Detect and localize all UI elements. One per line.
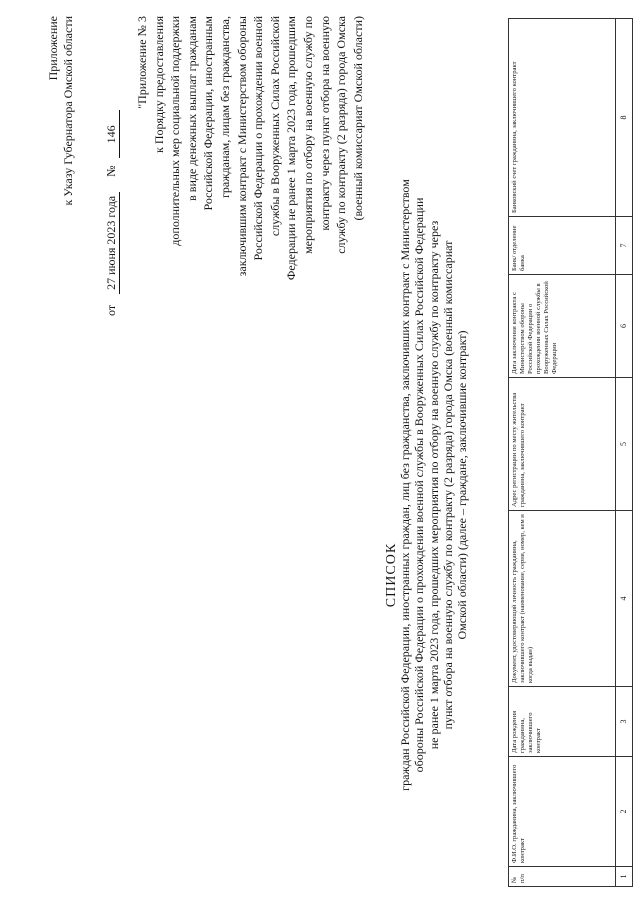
- number-cell: 3: [616, 687, 633, 757]
- appendix-block: [134, 16, 366, 396]
- header-cell: Дата рождения гражданина, заключившего контракт: [509, 687, 616, 757]
- number-cell: 7: [616, 217, 633, 275]
- list-description: [398, 165, 469, 805]
- header-cell: Адрес регистрации по месту жительства гражданина, заключившего контракт: [509, 378, 616, 511]
- header-cell: Документ, удостоверяющий личность гражданина, заключившего контракт (наименование, серия, номер, кем и когда выдан): [509, 511, 616, 687]
- decree-number: 146: [104, 110, 120, 158]
- number-cell: 2: [616, 757, 633, 867]
- header-cell: Банк/ отделение банка: [509, 217, 616, 275]
- appendix-line: в виде денежных выплат гражданам: [184, 16, 199, 201]
- appendix-line: "Приложение № 3: [135, 16, 149, 109]
- appendix-line: службы в Вооруженных Силах Российской: [267, 16, 282, 237]
- list-line: обороны Российской Федерации о прохождении военной службы в Вооруженных Силах Российской Федерации: [412, 197, 427, 773]
- number-label: №: [104, 165, 118, 177]
- number-cell: 6: [616, 275, 633, 378]
- ot-label: от: [104, 304, 118, 316]
- number-cell: 5: [616, 378, 633, 511]
- decree-date: 27 июня 2023 года: [104, 192, 120, 294]
- number-cell: 4: [616, 511, 633, 687]
- appendix-line: мероприятия по отбору на военную службу по: [300, 16, 315, 254]
- table-number-row: [616, 19, 633, 887]
- list-line: не ранее 1 марта 2023 года, прошедших мероприятия по отбору на военную службу по контракту через: [426, 220, 441, 750]
- header-cell: № п/п: [509, 867, 616, 887]
- header-line: Приложение: [46, 16, 60, 81]
- table-header-row: [509, 19, 616, 887]
- list-line: граждан Российской Федерации, иностранных граждан, лиц без гражданства, заключивших контракт с Министерством: [398, 179, 412, 791]
- list-line: Омской области) (далее – граждане, заключившие контракт): [455, 330, 470, 640]
- appendix-line: службу по контракту (2 разряда) города Омска: [334, 16, 349, 254]
- header-cell: Дата заключения контракта с Министерством обороны Российской Федерации о прохождении военной службы в Вооруженных Силах Российской Федерации: [509, 275, 616, 378]
- appendix-line: Российской Федерации, иностранным: [201, 16, 216, 211]
- appendix-line: Федерации не ранее 1 марта 2023 года, прошедшим: [284, 16, 299, 281]
- list-title: СПИСОК: [384, 542, 399, 608]
- appendix-line: (военный комиссариат Омской области): [350, 16, 365, 221]
- number-cell: 1: [616, 867, 633, 887]
- list-line: пункт отбора на военную службу по контракту (2 разряда) города Омска (военный комиссариат: [440, 240, 455, 730]
- number-cell: 8: [616, 19, 633, 217]
- decree-header: [46, 16, 76, 416]
- appendix-line: заключившим контракт с Министерством обороны: [234, 16, 249, 277]
- appendix-line: Российской Федерации о прохождении военной: [251, 16, 266, 261]
- appendix-line: гражданам, лицам без гражданства,: [217, 16, 232, 199]
- header-line: к Указу Губернатора Омской области: [61, 16, 75, 206]
- appendix-line: дополнительных мер социальной поддержки: [168, 16, 183, 246]
- citizens-table: [508, 18, 633, 887]
- decree-date-number: [104, 16, 120, 316]
- appendix-line: к Порядку предоставления: [151, 16, 166, 154]
- header-cell: Ф.И.О. гражданина, заключившего контракт: [509, 757, 616, 867]
- header-cell: Банковский счет гражданина, заключившего контракт: [509, 19, 616, 217]
- appendix-line: контракту через пункт отбора на военную: [317, 16, 332, 231]
